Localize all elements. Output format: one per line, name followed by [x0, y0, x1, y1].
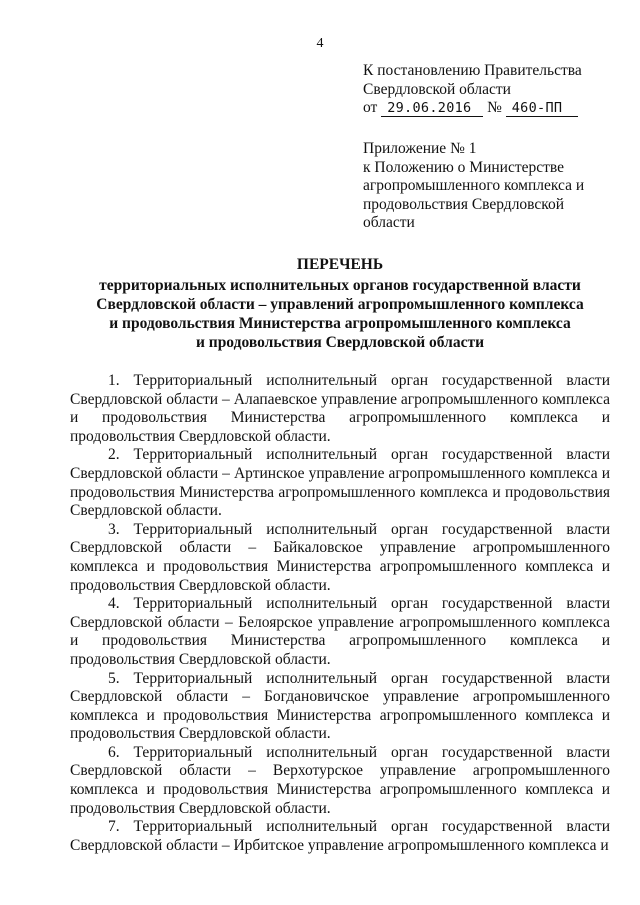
- resolution-number: 460-ПП: [506, 101, 578, 117]
- agencies-list: [70, 372, 610, 855]
- appendix-line-2: к Положению о Министерстве: [363, 158, 565, 176]
- resolution-line-2: Свердловской области: [363, 80, 511, 98]
- list-item: 4. Территориальный исполнительный орган государственной власти Свердловской области – Белоярское управление агропромышленного комплекса и продовольствия Министерства агропромышленного комплекса и продовольствия Свердловской области.: [70, 595, 610, 668]
- resolution-date-line: [363, 99, 628, 118]
- title-line-1: территориальных исполнительных органов государственной власти: [99, 277, 581, 294]
- title-line-2: Свердловской области – управлений агропромышленного комплекса: [96, 296, 584, 313]
- title-main: ПЕРЕЧЕНЬ: [296, 256, 384, 273]
- resolution-date: 29.06.2016: [381, 101, 483, 117]
- appendix-line-5: области: [363, 214, 415, 231]
- appendix-line-3: агропромышленного комплекса и: [363, 177, 585, 194]
- title-line-3: и продовольствия Министерства агропромышленного комплекса: [109, 315, 571, 332]
- appendix-line-1: Приложение № 1: [363, 140, 477, 157]
- resolution-reference: [363, 62, 628, 118]
- resolution-line-1: К постановлению Правительства: [363, 62, 582, 79]
- list-item: 3. Территориальный исполнительный орган государственной власти Свердловской области – Байкаловское управление агропромышленного комплекса и продовольствия Министерства агропромышленного комплекса и продовольствия Свердловской области.: [70, 520, 610, 594]
- from-label: от: [363, 99, 378, 116]
- appendix-reference: [363, 140, 628, 233]
- list-item: 2. Территориальный исполнительный орган государственной власти Свердловской области – Артинское управление агропромышленного комплекса и продовольствия Министерства агропромышленного комплекса и продовольствия Свердловской области.: [70, 446, 610, 520]
- number-label: №: [487, 99, 502, 116]
- list-item: 5. Территориальный исполнительный орган государственной власти Свердловской области – Богдановичское управление агропромышленного комплекса и продовольствия Министерства агропромышленного комплекса и продовольствия Свердловской области.: [70, 669, 610, 743]
- appendix-line-4: продовольствия Свердловской: [363, 195, 565, 213]
- title-line-4: и продовольствия Свердловской области: [195, 334, 485, 351]
- page-number: 4: [316, 36, 324, 51]
- list-item: 6. Территориальный исполнительный орган государственной власти Свердловской области – Верхотурское управление агропромышленного комплекса и продовольствия Министерства агропромышленного комплекса и продовольствия Свердловской области.: [70, 743, 610, 817]
- list-item: 7. Территориальный исполнительный орган государственной власти Свердловской области – Ирбитское управление агропромышленного комплекса и: [70, 818, 610, 854]
- document-title: [70, 255, 610, 352]
- list-item: 1. Территориальный исполнительный орган государственной власти Свердловской области – Алапаевское управление агропромышленного комплекса и продовольствия Министерства агропромышленного комплекса и продовольствия Свердловской области.: [70, 372, 610, 445]
